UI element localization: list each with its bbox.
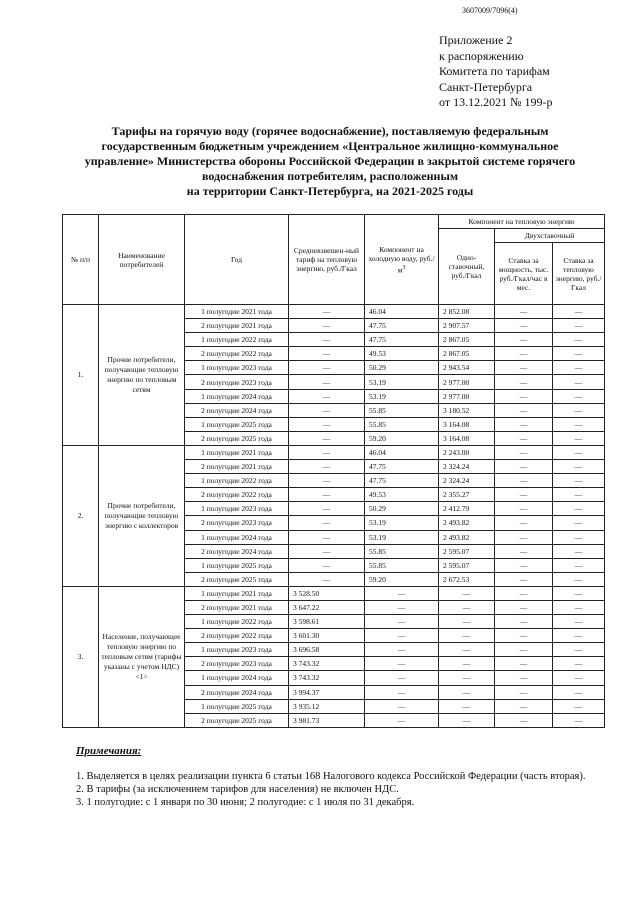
title-line: водоснабжения потребителям, расположенным (201, 169, 458, 183)
table-row (63, 586, 605, 600)
cell-year: 2 полугодие 2025 года (185, 572, 289, 586)
cell-cold-water: — (365, 699, 439, 713)
cell-energy-rate: — (553, 643, 605, 657)
group-consumer-name: Прочие потребители, получающие тепловую энергию по тепловым сетям (99, 305, 185, 446)
cell-year: 1 полугодие 2022 года (185, 333, 289, 347)
cell-weighted-average: — (289, 516, 365, 530)
cell-capacity-rate: — (495, 403, 553, 417)
cell-year: 2 полугодие 2024 года (185, 685, 289, 699)
cell-year: 1 полугодие 2023 года (185, 361, 289, 375)
cell-capacity-rate: — (495, 629, 553, 643)
cell-capacity-rate: — (495, 305, 553, 319)
cell-cold-water: — (365, 671, 439, 685)
cell-one-rate: 3 164.08 (439, 431, 495, 445)
cell-energy-rate: — (553, 671, 605, 685)
cell-cold-water: 47.75 (365, 333, 439, 347)
title-line: государственным бюджетным учреждением «Центральное жилищно-коммунальное (101, 139, 559, 153)
header-consumer-name: Наименование потребителей (99, 215, 185, 305)
cell-capacity-rate: — (495, 586, 553, 600)
cell-one-rate: — (439, 657, 495, 671)
cell-cold-water: — (365, 586, 439, 600)
cell-year: 2 полугодие 2021 года (185, 600, 289, 614)
note-item: 1. Выделяется в целях реализации пункта 6 статьи 168 Налогового кодекса Российской Федерации (часть вторая). (76, 771, 586, 782)
cell-weighted-average: — (289, 403, 365, 417)
cell-weighted-average: 3 601.30 (289, 629, 365, 643)
cell-one-rate: 2 977.00 (439, 375, 495, 389)
cell-weighted-average: — (289, 361, 365, 375)
cell-cold-water: 59.20 (365, 431, 439, 445)
cell-year: 2 полугодие 2022 года (185, 347, 289, 361)
header-one-rate: Одно-ставочный, руб./Гкал (439, 229, 495, 305)
cell-one-rate: 3 180.52 (439, 403, 495, 417)
header-cold-water-sup: 3 (402, 263, 406, 271)
cell-energy-rate: — (553, 488, 605, 502)
cell-cold-water: 55.85 (365, 558, 439, 572)
appendix-line: Приложение 2 (439, 33, 513, 47)
cell-energy-rate: — (553, 375, 605, 389)
cell-energy-rate: — (553, 417, 605, 431)
cell-year: 1 полугодие 2025 года (185, 558, 289, 572)
header-num: № п/п (63, 215, 99, 305)
document-number: 3607009/7096(4) (462, 6, 518, 15)
cell-energy-rate: — (553, 657, 605, 671)
cell-one-rate: 2 324.24 (439, 474, 495, 488)
cell-energy-rate: — (553, 516, 605, 530)
cell-capacity-rate: — (495, 530, 553, 544)
cell-capacity-rate: — (495, 615, 553, 629)
group-consumer-name: Прочие потребители, получающие тепловую энергию с коллекторов (99, 445, 185, 586)
cell-year: 1 полугодие 2025 года (185, 699, 289, 713)
cell-year: 2 полугодие 2025 года (185, 713, 289, 727)
cell-capacity-rate: — (495, 600, 553, 614)
cell-energy-rate: — (553, 699, 605, 713)
group-number: 1. (63, 305, 99, 446)
tariff-table (62, 214, 605, 728)
cell-weighted-average: — (289, 530, 365, 544)
cell-weighted-average: 3 981.73 (289, 713, 365, 727)
cell-cold-water: 53.19 (365, 389, 439, 403)
cell-one-rate: 2 867.05 (439, 333, 495, 347)
cell-one-rate: 2 324.24 (439, 460, 495, 474)
cell-energy-rate: — (553, 431, 605, 445)
header-two-rate: Двухставочный (495, 229, 605, 243)
title-line: управление» Министерства обороны Российской Федерации в закрытой системе горячего (84, 154, 576, 168)
cell-cold-water: 59.20 (365, 572, 439, 586)
cell-one-rate: — (439, 699, 495, 713)
cell-capacity-rate: — (495, 417, 553, 431)
cell-one-rate: 2 243.00 (439, 445, 495, 459)
cell-year: 1 полугодие 2021 года (185, 445, 289, 459)
cell-year: 1 полугодие 2021 года (185, 586, 289, 600)
cell-weighted-average: — (289, 502, 365, 516)
cell-year: 2 полугодие 2024 года (185, 403, 289, 417)
cell-year: 1 полугодие 2024 года (185, 671, 289, 685)
cell-cold-water: 50.29 (365, 361, 439, 375)
cell-weighted-average: — (289, 544, 365, 558)
cell-weighted-average: — (289, 389, 365, 403)
cell-energy-rate: — (553, 572, 605, 586)
header-year: Год (185, 215, 289, 305)
cell-cold-water: — (365, 713, 439, 727)
cell-weighted-average: 3 994.37 (289, 685, 365, 699)
cell-cold-water: 53.19 (365, 530, 439, 544)
cell-capacity-rate: — (495, 347, 553, 361)
cell-year: 1 полугодие 2021 года (185, 305, 289, 319)
cell-energy-rate: — (553, 600, 605, 614)
table-row (63, 445, 605, 459)
cell-capacity-rate: — (495, 544, 553, 558)
cell-one-rate: 2 355.27 (439, 488, 495, 502)
cell-energy-rate: — (553, 530, 605, 544)
cell-weighted-average: — (289, 375, 365, 389)
cell-year: 2 полугодие 2024 года (185, 544, 289, 558)
cell-energy-rate: — (553, 319, 605, 333)
cell-weighted-average: 3 743.32 (289, 671, 365, 685)
cell-capacity-rate: — (495, 685, 553, 699)
cell-year: 1 полугодие 2022 года (185, 615, 289, 629)
cell-energy-rate: — (553, 713, 605, 727)
cell-energy-rate: — (553, 474, 605, 488)
cell-cold-water: 55.85 (365, 417, 439, 431)
cell-energy-rate: — (553, 361, 605, 375)
cell-one-rate: 2 493.82 (439, 530, 495, 544)
cell-weighted-average: 3 647.22 (289, 600, 365, 614)
cell-year: 1 полугодие 2022 года (185, 474, 289, 488)
cell-energy-rate: — (553, 502, 605, 516)
cell-energy-rate: — (553, 558, 605, 572)
cell-capacity-rate: — (495, 657, 553, 671)
cell-one-rate: 2 412.79 (439, 502, 495, 516)
cell-weighted-average: 3 935.12 (289, 699, 365, 713)
title-line: Тарифы на горячую воду (горячее водоснабжение), поставляемую федеральным (111, 124, 549, 138)
cell-weighted-average: — (289, 474, 365, 488)
cell-weighted-average: 3 743.32 (289, 657, 365, 671)
cell-energy-rate: — (553, 629, 605, 643)
cell-capacity-rate: — (495, 643, 553, 657)
notes-heading: Примечания: (76, 745, 142, 757)
cell-cold-water: 47.75 (365, 460, 439, 474)
table-row (63, 305, 605, 319)
cell-cold-water: 47.75 (365, 319, 439, 333)
cell-year: 2 полугодие 2023 года (185, 375, 289, 389)
notes-list (76, 770, 586, 809)
cell-one-rate: 2 943.54 (439, 361, 495, 375)
group-number: 3. (63, 586, 99, 727)
cell-capacity-rate: — (495, 431, 553, 445)
cell-weighted-average: — (289, 347, 365, 361)
cell-cold-water: 46.04 (365, 445, 439, 459)
cell-year: 2 полугодие 2023 года (185, 516, 289, 530)
cell-capacity-rate: — (495, 319, 553, 333)
cell-one-rate: — (439, 643, 495, 657)
cell-year: 2 полугодие 2021 года (185, 460, 289, 474)
cell-capacity-rate: — (495, 389, 553, 403)
cell-energy-rate: — (553, 347, 605, 361)
cell-energy-rate: — (553, 305, 605, 319)
cell-capacity-rate: — (495, 474, 553, 488)
appendix-line: от 13.12.2021 № 199-р (439, 95, 553, 109)
cell-one-rate: — (439, 629, 495, 643)
cell-weighted-average: — (289, 305, 365, 319)
cell-one-rate: 3 164.08 (439, 417, 495, 431)
note-item: 2. В тарифы (за исключением тарифов для населения) не включен НДС. (76, 784, 399, 795)
cell-year: 1 полугодие 2024 года (185, 530, 289, 544)
cell-cold-water: 53.19 (365, 375, 439, 389)
header-energy-rate: Ставка за тепловую энергию, руб./Гкал (553, 243, 605, 305)
cell-energy-rate: — (553, 333, 605, 347)
cell-one-rate: — (439, 713, 495, 727)
cell-year: 1 полугодие 2024 года (185, 389, 289, 403)
cell-capacity-rate: — (495, 516, 553, 530)
cell-energy-rate: — (553, 544, 605, 558)
cell-energy-rate: — (553, 445, 605, 459)
cell-energy-rate: — (553, 460, 605, 474)
cell-cold-water: — (365, 615, 439, 629)
cell-energy-rate: — (553, 389, 605, 403)
cell-capacity-rate: — (495, 445, 553, 459)
cell-cold-water: — (365, 643, 439, 657)
header-capacity-rate: Ставка за мощность, тыс. руб./Гкал/час в мес. (495, 243, 553, 305)
appendix-line: Санкт-Петербурга (439, 79, 533, 94)
cell-capacity-rate: — (495, 558, 553, 572)
cell-one-rate: — (439, 586, 495, 600)
cell-one-rate: 2 595.07 (439, 544, 495, 558)
cell-year: 1 полугодие 2023 года (185, 643, 289, 657)
cell-cold-water: 47.75 (365, 474, 439, 488)
cell-capacity-rate: — (495, 713, 553, 727)
group-number: 2. (63, 445, 99, 586)
cell-year: 1 полугодие 2023 года (185, 502, 289, 516)
cell-weighted-average: — (289, 445, 365, 459)
cell-energy-rate: — (553, 403, 605, 417)
cell-one-rate: 2 493.82 (439, 516, 495, 530)
cell-energy-rate: — (553, 685, 605, 699)
cell-one-rate: 2 867.05 (439, 347, 495, 361)
header-cold-water-text: Компонент на холодную воду, руб./м (368, 244, 435, 275)
cell-one-rate: 2 907.57 (439, 319, 495, 333)
cell-cold-water: — (365, 657, 439, 671)
cell-capacity-rate: — (495, 460, 553, 474)
cell-capacity-rate: — (495, 333, 553, 347)
cell-weighted-average: — (289, 460, 365, 474)
cell-one-rate: 2 977.00 (439, 389, 495, 403)
title-line: на территории Санкт-Петербурга, на 2021-2025 годы (186, 184, 474, 198)
cell-weighted-average: — (289, 558, 365, 572)
cell-weighted-average: — (289, 333, 365, 347)
cell-one-rate: — (439, 600, 495, 614)
cell-cold-water: 55.85 (365, 544, 439, 558)
cell-weighted-average: — (289, 431, 365, 445)
document-title (60, 124, 600, 199)
cell-cold-water: — (365, 600, 439, 614)
cell-one-rate: — (439, 615, 495, 629)
cell-one-rate: — (439, 685, 495, 699)
cell-one-rate: — (439, 671, 495, 685)
cell-year: 2 полугодие 2023 года (185, 657, 289, 671)
header-heat-component: Компонент на тепловую энергию (439, 215, 605, 229)
cell-weighted-average: — (289, 319, 365, 333)
cell-one-rate: 2 852.08 (439, 305, 495, 319)
cell-weighted-average: 3 528.50 (289, 586, 365, 600)
cell-weighted-average: 3 598.61 (289, 615, 365, 629)
cell-cold-water: 55.85 (365, 403, 439, 417)
cell-capacity-rate: — (495, 361, 553, 375)
cell-one-rate: 2 595.07 (439, 558, 495, 572)
cell-capacity-rate: — (495, 502, 553, 516)
cell-year: 1 полугодие 2025 года (185, 417, 289, 431)
appendix-line: к распоряжению (439, 48, 524, 63)
appendix-line: Комитета по тарифам (439, 64, 550, 78)
cell-energy-rate: — (553, 586, 605, 600)
cell-cold-water: 50.29 (365, 502, 439, 516)
cell-weighted-average: — (289, 572, 365, 586)
cell-cold-water: 49.53 (365, 488, 439, 502)
appendix-block (439, 33, 553, 111)
header-cold-water (365, 215, 439, 305)
table-header (63, 215, 605, 305)
cell-one-rate: 2 672.53 (439, 572, 495, 586)
cell-capacity-rate: — (495, 699, 553, 713)
cell-weighted-average: 3 696.58 (289, 643, 365, 657)
cell-cold-water: — (365, 685, 439, 699)
group-consumer-name: Население, получающее тепловую энергию по тепловым сетям (тарифы указаны с учетом НДС) <1> (99, 586, 185, 727)
cell-year: 2 полугодие 2021 года (185, 319, 289, 333)
cell-year: 2 полугодие 2022 года (185, 488, 289, 502)
note-item: 3. 1 полугодие: с 1 января по 30 июня; 2 полугодие: с 1 июля по 31 декабря. (76, 797, 415, 808)
cell-year: 2 полугодие 2025 года (185, 431, 289, 445)
cell-capacity-rate: — (495, 375, 553, 389)
cell-capacity-rate: — (495, 572, 553, 586)
cell-weighted-average: — (289, 488, 365, 502)
cell-cold-water: — (365, 629, 439, 643)
cell-energy-rate: — (553, 615, 605, 629)
cell-cold-water: 46.04 (365, 305, 439, 319)
cell-capacity-rate: — (495, 671, 553, 685)
header-weighted-average: Средневзвешен-ный тариф на тепловую энергию, руб./Гкал (289, 215, 365, 305)
cell-weighted-average: — (289, 417, 365, 431)
cell-capacity-rate: — (495, 488, 553, 502)
table-body (63, 305, 605, 728)
cell-year: 2 полугодие 2022 года (185, 629, 289, 643)
cell-cold-water: 49.53 (365, 347, 439, 361)
cell-cold-water: 53.19 (365, 516, 439, 530)
